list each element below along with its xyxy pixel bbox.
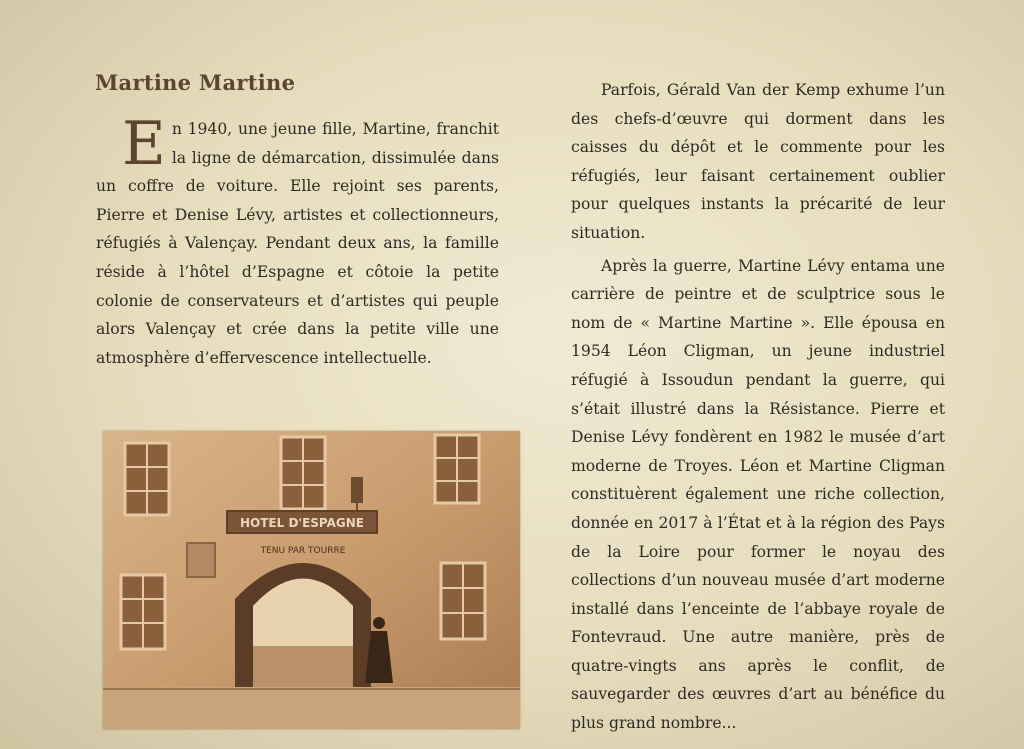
hotel-espagne-photo xyxy=(103,431,520,729)
hotel-sign: HOTEL D'ESPAGNE xyxy=(240,516,364,530)
intro-paragraph xyxy=(96,109,499,372)
left-column xyxy=(96,109,499,372)
right-column xyxy=(571,76,945,738)
intro-paragraph-text: n 1940, une jeune fille, Martine, franchit la ligne de démarcation, dissimulée dans un coffre de voiture. Elle rejoint ses parents, Pierre et Denise Lévy, artistes et collectionneurs, réfugiés à Valençay. Pendant deux ans, la famille réside à l’hôtel d’Espagne et côtoie la petite colonie de conservateurs et d’artistes qui peuple alors Valençay et crée dans la petite ville une atmosphère d’effervescence intellectuelle. xyxy=(96,120,499,367)
section-title: Martine Martine xyxy=(95,70,296,95)
paragraph-apres-guerre: Après la guerre, Martine Lévy entama une carrière de peintre et de sculptrice sous le nom de « Martine Martine ». Elle épousa en 1954 Léon Cligman, un jeune industriel réfugié à Issoudun pendant la guerre, qui s’était illustré dans la Résistance. Pierre et Denise Lévy fondèrent en 1982 le musée d’art moderne de Troyes. Léon et Martine Cligman constituèrent également une riche collection, donnée en 2017 à l’État et à la région des Pays de la Loire pour former le noyau des collections d’un nouveau musée d’art moderne installé dans l’enceinte de l’abbaye royale de Fontevraud. Une autre manière, près de quatre-vingts ans après le conflit, de sauvegarder des œuvres d’art au bénéfice du plus grand nombre... xyxy=(571,256,945,733)
paragraph-gerald: Parfois, Gérald Van der Kemp exhume l’un des chefs-d’œuvre qui dorment dans les caisses du dépôt et le commente pour les réfugiés, leur faisant certainement oublier pour quelques instants la précarité de leur situation. xyxy=(571,81,945,242)
drop-cap: E xyxy=(122,109,166,179)
arch-inscription: TENU PAR TOURRE xyxy=(260,546,346,556)
